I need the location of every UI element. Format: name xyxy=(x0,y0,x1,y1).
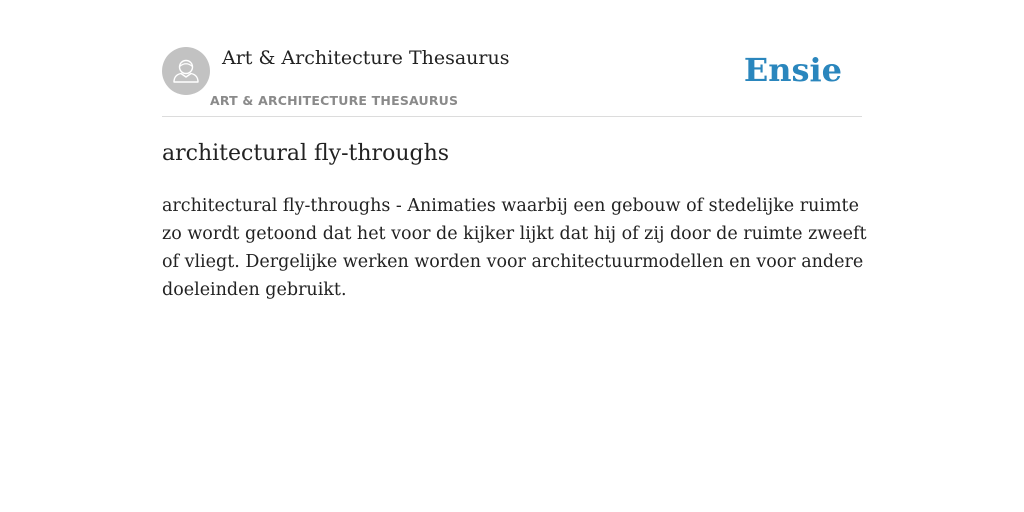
user-avatar-icon xyxy=(162,47,210,95)
author-subtitle: ART & ARCHITECTURE THESAURUS xyxy=(210,93,459,108)
page-title: architectural fly-throughs xyxy=(162,141,450,166)
author-name-link[interactable]: Art & Architecture Thesaurus xyxy=(222,47,510,69)
author-avatar[interactable] xyxy=(162,47,210,95)
definition-text: architectural fly-throughs - Animaties waarbij een gebouw of stedelijke ruimte zo wordt getoond dat het voor de kijker lijkt dat hij of zij door de ruimte zweeft of vliegt. Dergelijke werken worden voor architectuurmodellen en voor andere doeleinden gebruikt. xyxy=(162,196,867,300)
brand-logo[interactable]: Ensie xyxy=(743,51,842,89)
entry-header xyxy=(162,46,862,117)
